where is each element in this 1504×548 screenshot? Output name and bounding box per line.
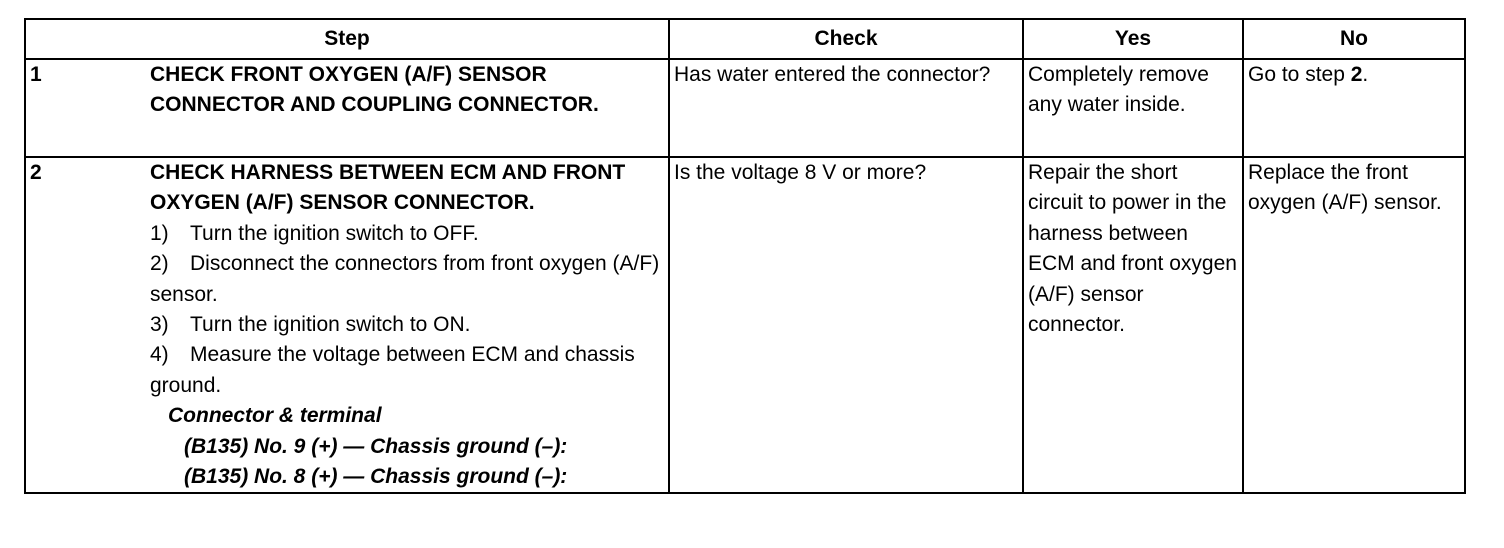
header-step: Step bbox=[25, 19, 669, 59]
step-title: CHECK FRONT OXYGEN (A/F) SENSOR CONNECTOR AND COUPLING CONNECTOR. bbox=[150, 63, 599, 117]
procedure-number: 4) bbox=[150, 343, 169, 367]
step-cell bbox=[25, 157, 669, 493]
no-text-suffix: . bbox=[1362, 63, 1369, 86]
header-no: No bbox=[1243, 19, 1465, 59]
no-step-ref: 2 bbox=[1350, 63, 1363, 86]
procedure-text: Disconnect the connectors from front oxygen (A/F) sensor. bbox=[150, 252, 660, 306]
table-row bbox=[25, 59, 1465, 157]
procedure-item bbox=[150, 219, 664, 249]
no-cell bbox=[1243, 59, 1465, 157]
check-cell: Is the voltage 8 V or more? bbox=[669, 157, 1023, 493]
check-cell: Has water entered the connector? bbox=[669, 59, 1023, 157]
procedure-number: 1) bbox=[150, 221, 169, 245]
diagnostic-table bbox=[24, 18, 1466, 494]
yes-cell: Completely remove any water inside. bbox=[1023, 59, 1243, 157]
no-text-prefix: Go to step bbox=[1248, 63, 1351, 86]
procedure-item bbox=[150, 340, 664, 401]
header-yes: Yes bbox=[1023, 19, 1243, 59]
step-number: 2 bbox=[30, 161, 42, 184]
procedure-text: Measure the voltage between ECM and chassis ground. bbox=[150, 343, 635, 397]
header-row bbox=[25, 19, 1465, 59]
no-cell: Replace the front oxygen (A/F) sensor. bbox=[1243, 157, 1465, 493]
procedure-number: 2) bbox=[150, 252, 169, 276]
procedure-number: 3) bbox=[150, 313, 169, 337]
procedure-item bbox=[150, 310, 664, 340]
step-title: CHECK HARNESS BETWEEN ECM AND FRONT OXYGEN (A/F) SENSOR CONNECTOR. bbox=[150, 161, 626, 215]
connector-terminal-line: (B135) No. 8 (+) — Chassis ground (–): bbox=[184, 465, 568, 489]
connector-terminal-title: Connector & terminal bbox=[168, 404, 382, 428]
procedure-item bbox=[150, 249, 664, 310]
header-check: Check bbox=[669, 19, 1023, 59]
yes-cell: Repair the short circuit to power in the harness between ECM and front oxygen (A/F) sensor connector. bbox=[1023, 157, 1243, 493]
procedure-text: Turn the ignition switch to ON. bbox=[190, 313, 471, 337]
step-number: 1 bbox=[30, 63, 42, 86]
table-row bbox=[25, 157, 1465, 493]
procedure-text: Turn the ignition switch to OFF. bbox=[190, 221, 479, 245]
connector-terminal-line: (B135) No. 9 (+) — Chassis ground (–): bbox=[184, 434, 568, 458]
step-cell bbox=[25, 59, 669, 157]
